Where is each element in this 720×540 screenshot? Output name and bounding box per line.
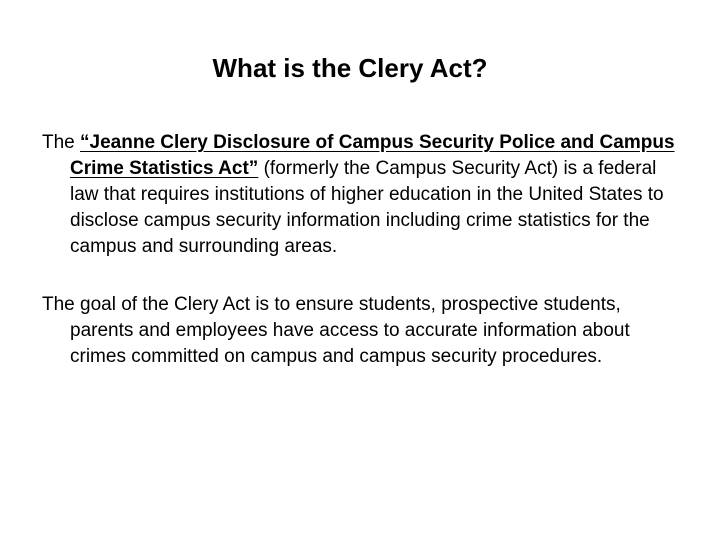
paragraph-goal: The goal of the Clery Act is to ensure students, prospective students, parents and employees have access to accurate information about crimes committed on campus and campus security procedures. [42,294,630,367]
slide-body [42,130,682,402]
slide-title: What is the Clery Act? [212,53,488,83]
paragraph-definition-rest: (formerly the Campus Security Act) is a federal law that requires institutions of higher education in the United States to disclose campus security information including crime statistics for the campus and surrounding areas. [70,158,664,257]
paragraph-lead: The [42,132,81,153]
act-full-name: “Jeanne Clery Disclosure of Campus Security Police and Campus Crime Statistics Act” [70,132,675,179]
paragraph-definition [42,130,682,260]
